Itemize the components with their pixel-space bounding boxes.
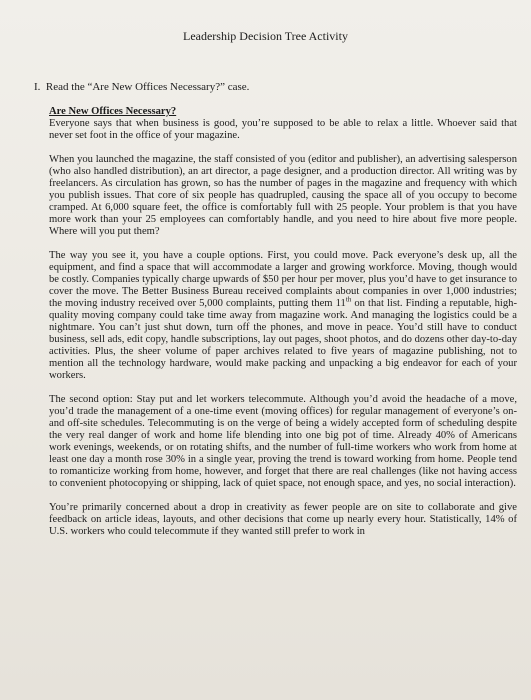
case-paragraph-1: Everyone says that when business is good, you’re supposed to be able to relax a little. Whoever said that never set foot in the office of your magazine. (49, 118, 517, 141)
instruction-number: I. (34, 81, 41, 93)
instruction-line (34, 81, 249, 93)
case-body (49, 106, 517, 550)
instruction-text: Read the “Are New Offices Necessary?” case. (45, 81, 250, 93)
case-paragraph-3: The way you see it, you have a couple options. First, you could move. Pack everyone’s desk up, all the equipment, and find a space that will accommodate a larger and growing workforce. Moving, though would be costly. Companies typically charge upwards of $50 per hour per mover, plus you’d have to get insurance to cover the move. The Better Business Bureau received complaints about companies in over 1,000 industries; the moving industry received over 5,000 complaints, putting them 11th on that list. Finding a reputable, high-quality moving company could take time away from magazine work. And managing the logistics could be a nightmare. You can’t just shut down, turn off the phones, and move in peace. You’d still have to conduct business, sell ads, edit copy, handle subscriptions, lay out pages, shoot photos, and do dozens other day-to-day activities. Plus, the sheer volume of paper archives related to five years of magazine publishing, not to mention all the technology hardware, would make packing and unpacking a big endeavor for each of your workers. (49, 250, 517, 381)
case-paragraph-2: When you launched the magazine, the staff consisted of you (editor and publisher), an advertising salesperson (who also handled distribution), an art director, a page designer, and a production director. All writing was by freelancers. As circulation has grown, so has the number of pages in the magazine and frequency with which you publish issues. That core of six people has quadrupled, causing the space all of you occupy to become cramped. At 6,000 square feet, the office is comfortably full with 25 people. Your problem is that you have more work than your 25 employees can comfortably handle, and you need to hire about five more people. Where will you put them? (49, 154, 517, 237)
case-heading: Are New Offices Necessary? (49, 106, 177, 117)
case-paragraph-5: You’re primarily concerned about a drop in creativity as fewer people are on site to collaborate and give feedback on article ideas, layouts, and other decisions that come up nearly every hour. Statistically, 14% of U.S. workers who could telecommute if they wanted still prefer to work in (49, 502, 517, 537)
document-title: Leadership Decision Tree Activity (183, 29, 348, 43)
case-paragraph-4: The second option: Stay put and let workers telecommute. Although you’d avoid the headache of a move, you’d trade the management of a one-time event (moving offices) for regular management of everyone’s on- and off-site schedules. Telecommuting is on the verge of being a widely accepted form of scheduling despite the very real danger of work and home life blending into one big pot of time. Already 40% of Americans work evenings, weekends, or on rotating shifts, and the number of full-time workers who work from home at least one day a month rose 30% in a single year, proving the trend is toward working from home. People tend to romanticize working from home, however, and forget that there are real challenges (like not having access to convenient photocopying or shipping, lack of quiet space, not enough space, and yes, no social interaction). (49, 394, 517, 489)
